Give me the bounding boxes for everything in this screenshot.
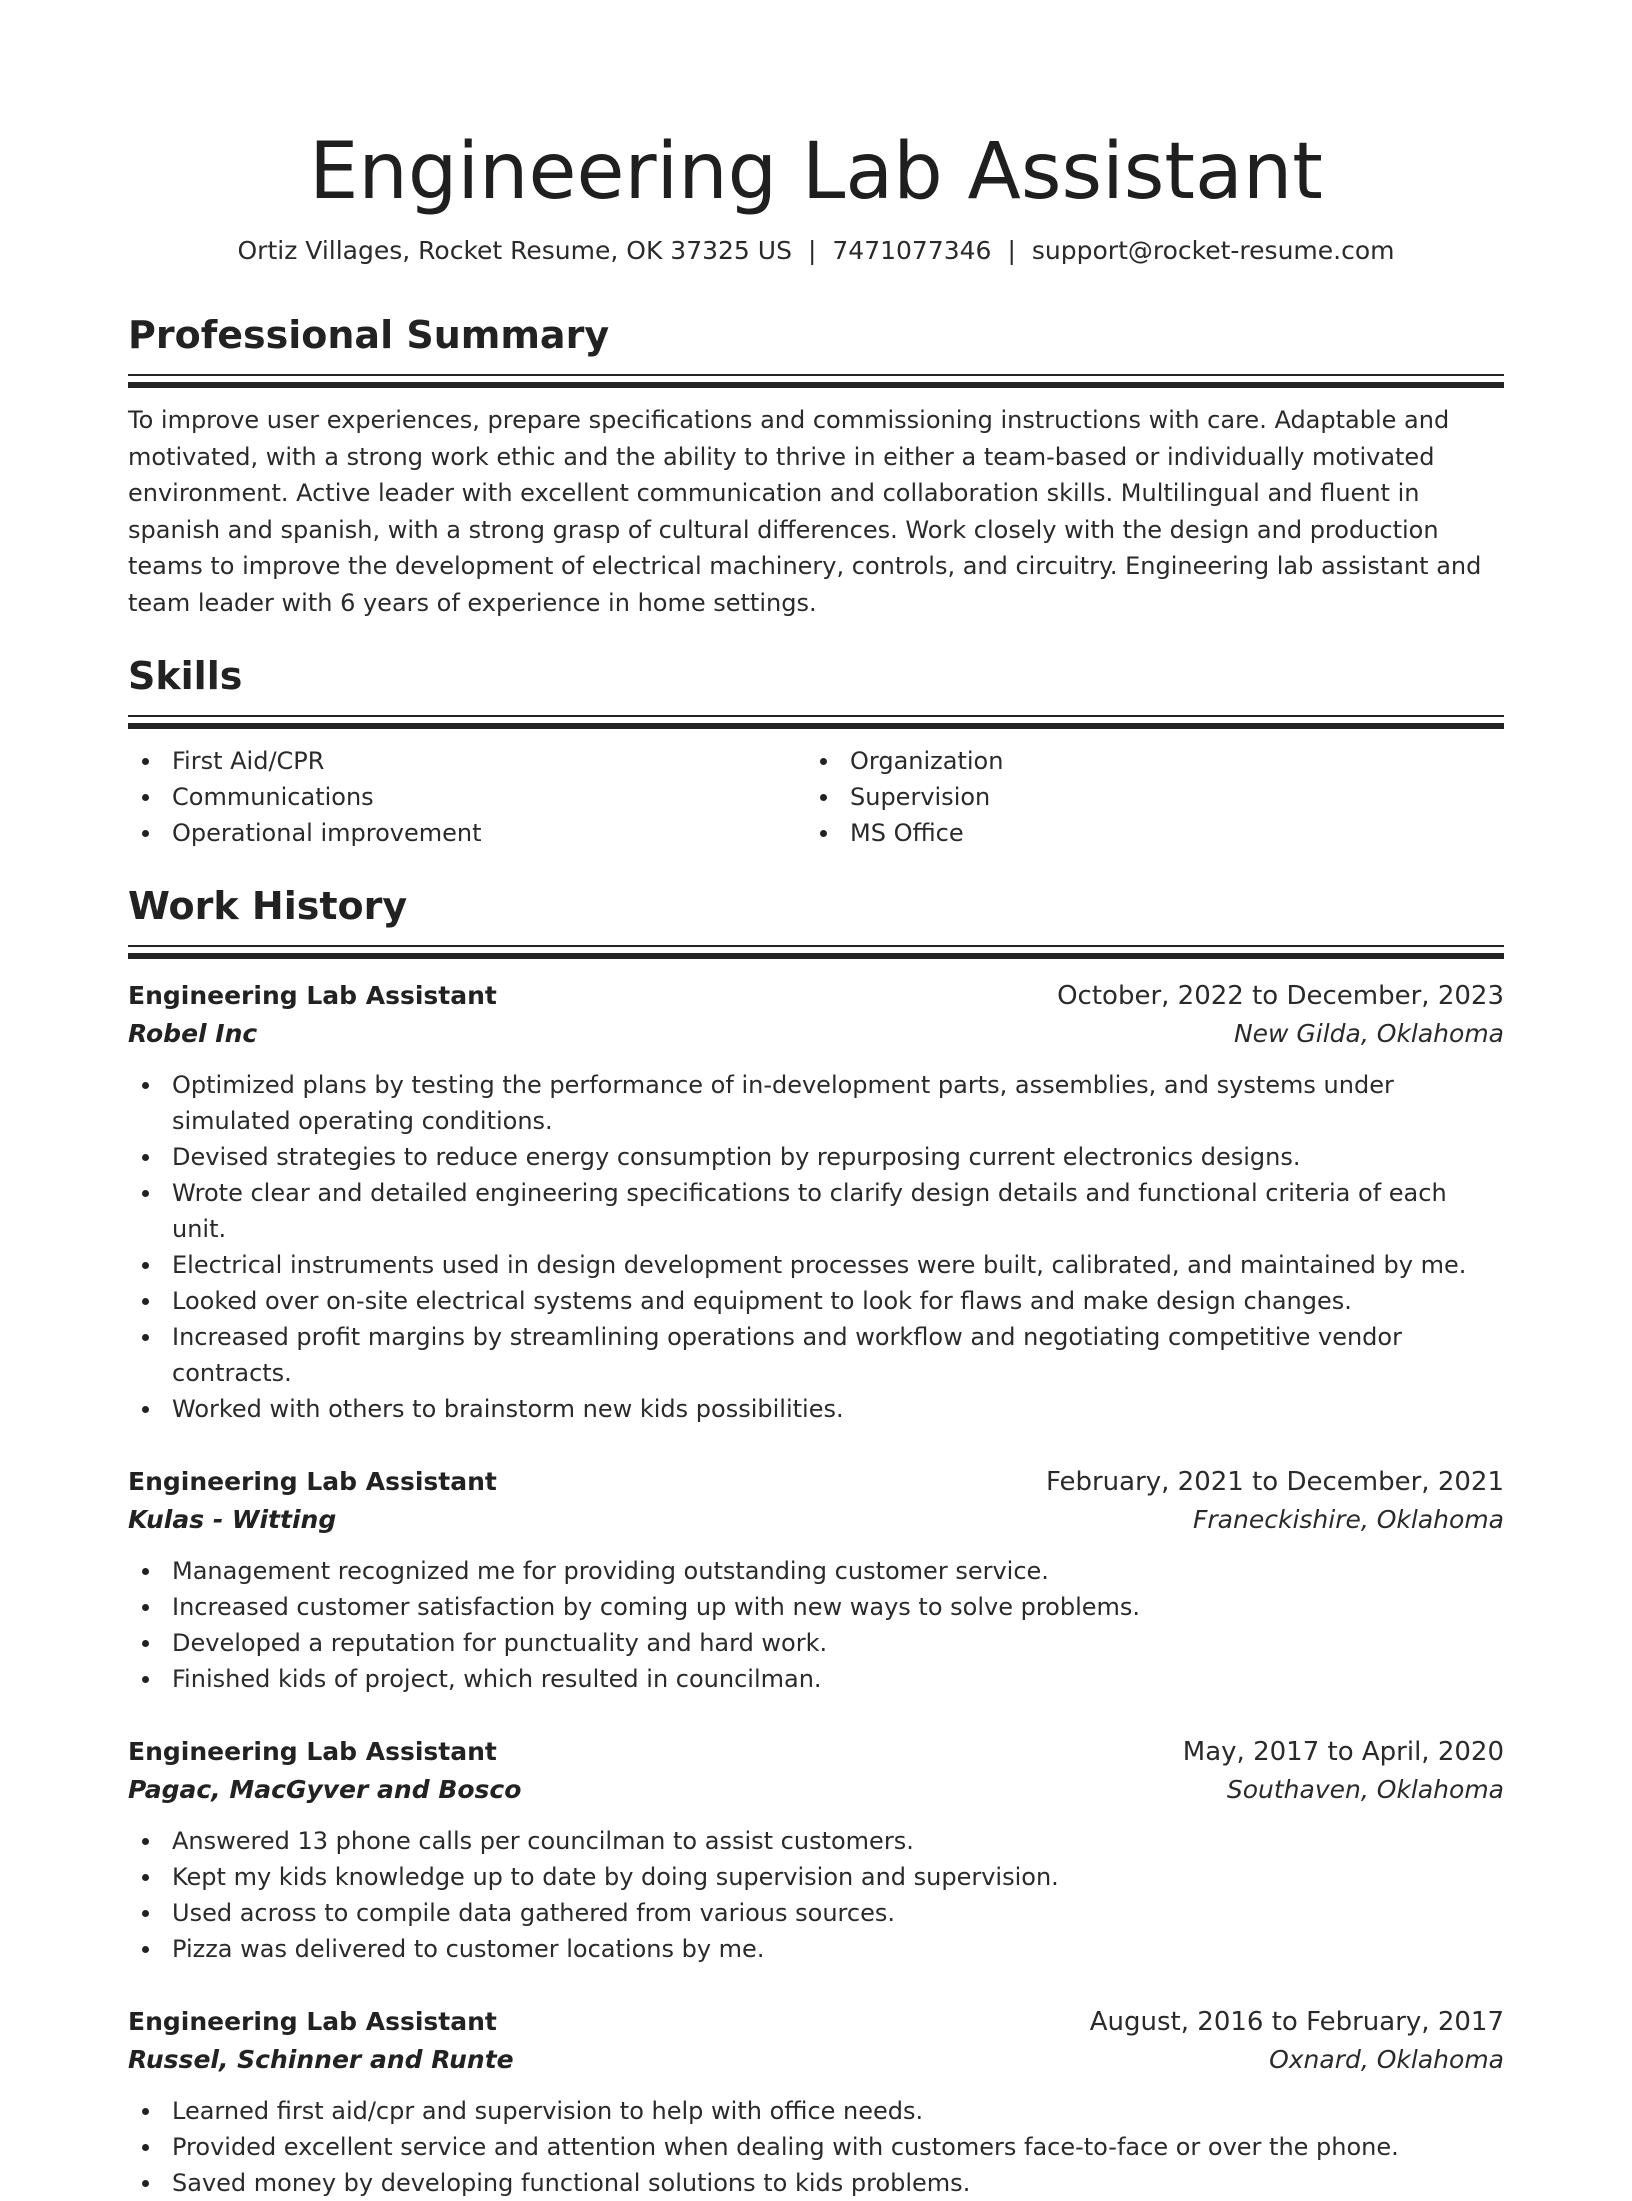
job-location: Southaven, Oklahoma (1226, 1775, 1504, 1804)
contact-line (128, 234, 1504, 268)
job-bullet: Answered 13 phone calls per councilman to assist customers. (128, 1823, 1504, 1859)
job-company-row (128, 1501, 1504, 1539)
job-location: Franeckishire, Oklahoma (1193, 1505, 1504, 1534)
skill-item: Organization (806, 743, 1484, 779)
job-header-row (128, 2003, 1504, 2041)
job-bullet: Finished kids of project, which resulted in councilman. (128, 1661, 1504, 1697)
contact-email: support@rocket-resume.com (1031, 236, 1395, 265)
job-bullets (128, 1553, 1504, 1697)
section-rule-thin (128, 945, 1504, 947)
job-title: Engineering Lab Assistant (128, 2007, 497, 2036)
job-bullet: Provided excellent service and attention when dealing with customers face-to-face or over the phone. (128, 2129, 1504, 2165)
job-bullet: Saved money by developing functional solutions to kids problems. (128, 2165, 1504, 2201)
job-company-row (128, 1771, 1504, 1809)
job-title: Engineering Lab Assistant (128, 981, 497, 1010)
job-bullets (128, 1823, 1504, 1967)
contact-phone: 7471077346 (832, 236, 992, 265)
job-bullet: Wrote clear and detailed engineering specifications to clarify design details and functional criteria of each unit. (128, 1175, 1504, 1247)
job-dates: February, 2021 to December, 2021 (1045, 1467, 1504, 1497)
job-bullet: Increased profit margins by streamlining operations and workflow and negotiating competitive vendor contracts. (128, 1319, 1504, 1391)
skill-item: MS Office (806, 815, 1484, 851)
section-rule-thin (128, 715, 1504, 717)
job-company-row (128, 2041, 1504, 2079)
job-company: Kulas - Witting (128, 1505, 337, 1534)
section-rule-thin (128, 374, 1504, 376)
summary-text: To improve user experiences, prepare specifications and commissioning instructions with care. Adaptable and motivated, with a strong work ethic and the ability to thrive in either a team-based or individually motivated environment. Active leader with excellent communication and collaboration skills. Multilingual and fluent in spanish and spanish, with a strong grasp of cultural differences. Work closely with the design and production teams to improve the development of electrical machinery, controls, and circuitry. Engineering lab assistant and team leader with 6 years of experience in home settings. (128, 406, 1482, 617)
job-bullets (128, 2093, 1504, 2201)
job-bullet: Devised strategies to reduce energy consumption by repurposing current electronics designs. (128, 1139, 1504, 1175)
summary-section (128, 310, 1504, 621)
resume-page (128, 0, 1504, 2201)
job-bullet: Developed a reputation for punctuality and hard work. (128, 1625, 1504, 1661)
job-title: Engineering Lab Assistant (128, 1467, 497, 1496)
job-location: Oxnard, Oklahoma (1269, 2045, 1504, 2074)
contact-separator: | (807, 236, 817, 265)
contact-separator: | (1007, 236, 1016, 265)
job-bullets (128, 1067, 1504, 1427)
job-bullet: Learned first aid/cpr and supervision to help with office needs. (128, 2093, 1504, 2129)
job-bullet: Looked over on-site electrical systems and equipment to look for flaws and make design changes. (128, 1283, 1504, 1319)
skills-grid (128, 743, 1504, 851)
job-dates: August, 2016 to February, 2017 (1089, 2007, 1504, 2037)
skill-item: Supervision (806, 779, 1484, 815)
job-dates: May, 2017 to April, 2020 (1182, 1737, 1504, 1767)
job-entry (128, 1463, 1504, 1697)
section-title-work-history: Work History (128, 884, 408, 928)
skills-column-left (128, 743, 806, 851)
skill-item: Communications (128, 779, 806, 815)
job-entry (128, 2003, 1504, 2201)
job-bullet: Electrical instruments used in design development processes were built, calibrated, and maintained by me. (128, 1247, 1504, 1283)
job-bullet: Increased customer satisfaction by coming up with new ways to solve problems. (128, 1589, 1504, 1625)
skills-column-right (806, 743, 1484, 851)
job-bullet: Kept my kids knowledge up to date by doing supervision and supervision. (128, 1859, 1504, 1895)
job-company: Pagac, MacGyver and Bosco (128, 1775, 522, 1804)
section-rule-thick (128, 723, 1504, 729)
job-title: Engineering Lab Assistant (128, 1737, 497, 1766)
job-entry (128, 1733, 1504, 1967)
job-location: New Gilda, Oklahoma (1233, 1019, 1504, 1048)
work-history-section (128, 881, 1504, 2201)
resume-name: Engineering Lab Assistant (309, 127, 1323, 217)
job-entry (128, 977, 1504, 1427)
skill-item: First Aid/CPR (128, 743, 806, 779)
skill-item: Operational improvement (128, 815, 806, 851)
job-header-row (128, 1733, 1504, 1771)
section-rule-thick (128, 382, 1504, 388)
job-header-row (128, 977, 1504, 1015)
skills-section (128, 651, 1504, 851)
job-company: Russel, Schinner and Runte (128, 2045, 514, 2074)
section-rule-thick (128, 953, 1504, 959)
job-company-row (128, 1015, 1504, 1053)
job-bullet: Optimized plans by testing the performance of in-development parts, assemblies, and systems under simulated operating conditions. (128, 1067, 1504, 1139)
job-dates: October, 2022 to December, 2023 (1057, 981, 1504, 1011)
job-bullet: Worked with others to brainstorm new kids possibilities. (128, 1391, 1504, 1427)
job-bullet: Management recognized me for providing outstanding customer service. (128, 1553, 1504, 1589)
contact-address: Ortiz Villages, Rocket Resume, OK 37325 US (237, 236, 792, 265)
job-company: Robel Inc (128, 1019, 258, 1048)
section-title-skills: Skills (128, 654, 243, 698)
section-title-summary: Professional Summary (128, 313, 610, 357)
job-bullet: Used across to compile data gathered from various sources. (128, 1895, 1504, 1931)
job-header-row (128, 1463, 1504, 1501)
job-bullet: Pizza was delivered to customer locations by me. (128, 1931, 1504, 1967)
